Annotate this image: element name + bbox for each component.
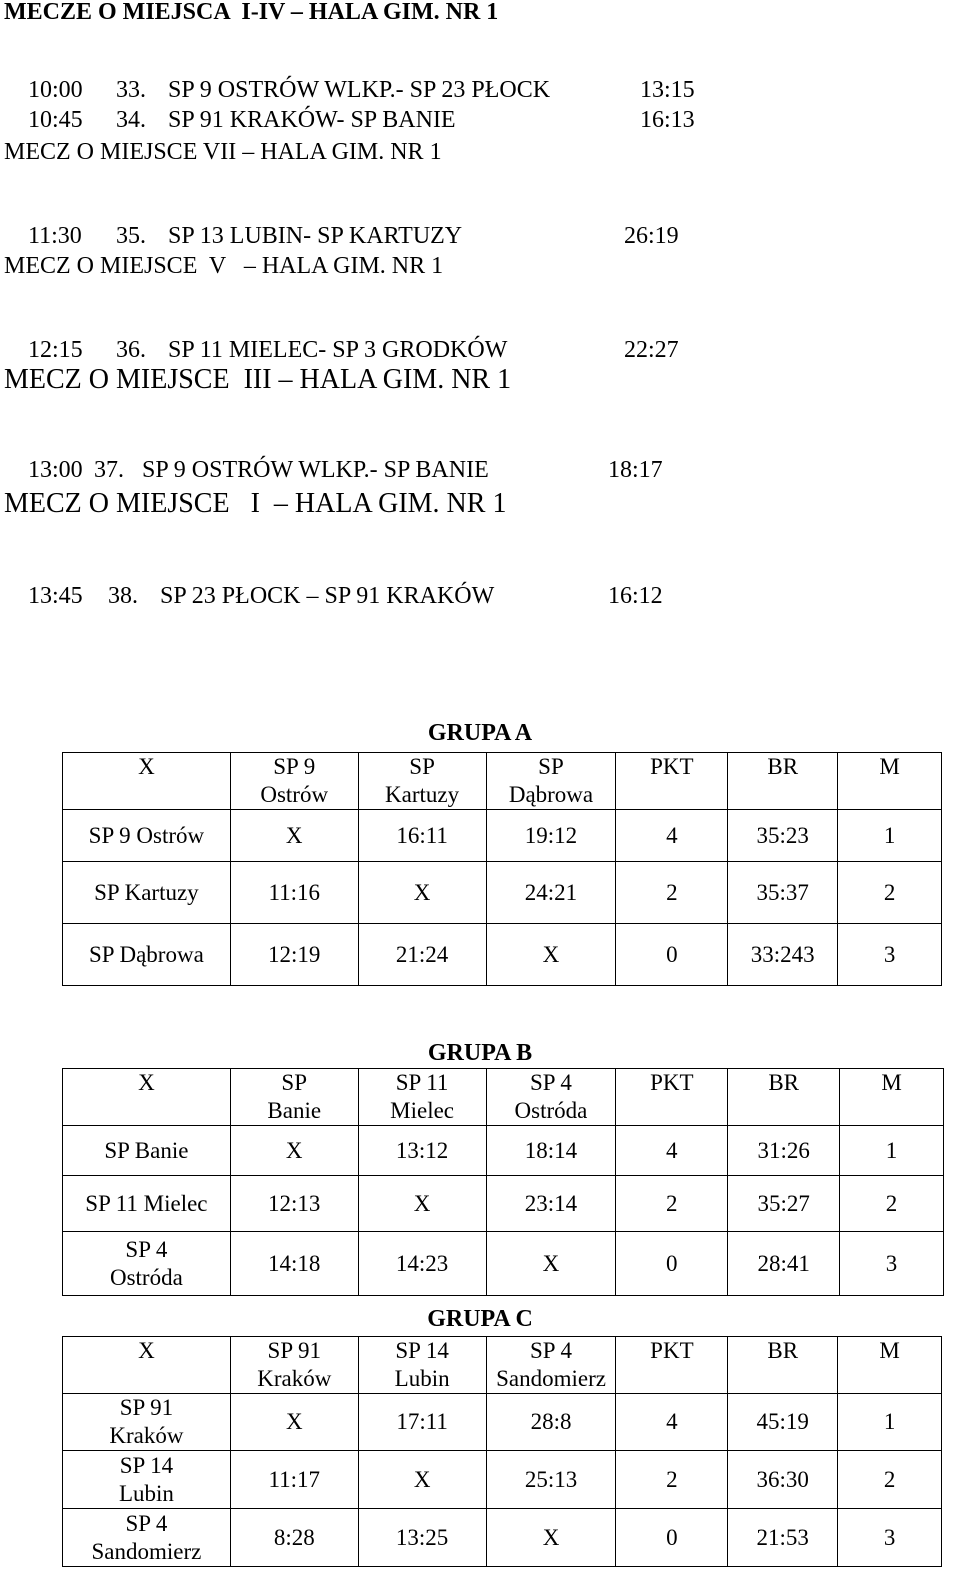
match-time: 11:30 bbox=[28, 223, 82, 249]
table-cell: 28:8 bbox=[486, 1394, 616, 1451]
table-cell: 21:24 bbox=[358, 924, 486, 986]
team-name-cell: SP 91 Kraków bbox=[63, 1394, 231, 1451]
section-heading: MECZ O MIEJSCE III – HALA GIM. NR 1 bbox=[4, 364, 512, 395]
section-heading: MECZ O MIEJSCE VII – HALA GIM. NR 1 bbox=[4, 139, 442, 165]
table-cell: 2 bbox=[838, 1451, 942, 1509]
table-row bbox=[63, 924, 942, 986]
table-cell: 3 bbox=[840, 1232, 944, 1296]
table-cell: 16:11 bbox=[358, 810, 486, 862]
table-cell: X bbox=[358, 1451, 486, 1509]
column-header: X bbox=[63, 1069, 231, 1126]
team-name-cell: SP 14 Lubin bbox=[63, 1451, 231, 1509]
table-cell: 12:13 bbox=[230, 1176, 358, 1232]
match-number: 35. bbox=[116, 223, 146, 249]
table-cell: 18:14 bbox=[486, 1126, 616, 1176]
table-row bbox=[63, 1451, 942, 1509]
team-name-cell: SP 4 Sandomierz bbox=[63, 1509, 231, 1567]
column-header: SP 4 Sandomierz bbox=[486, 1337, 616, 1394]
table-cell: 21:53 bbox=[728, 1509, 838, 1567]
table-cell: 25:13 bbox=[486, 1451, 616, 1509]
table-cell: 13:12 bbox=[358, 1126, 486, 1176]
match-number: 34. bbox=[116, 107, 146, 133]
column-header: SP 9 Ostrów bbox=[230, 753, 358, 810]
match-score: 16:13 bbox=[640, 107, 695, 133]
match-time: 13:45 bbox=[28, 583, 83, 609]
table-header-row bbox=[63, 753, 942, 810]
table-cell: 13:25 bbox=[358, 1509, 486, 1567]
match-time: 10:00 bbox=[28, 77, 83, 103]
team-name-cell: SP 11 Mielec bbox=[63, 1176, 231, 1232]
match-teams: SP 11 MIELEC- SP 3 GRODKÓW bbox=[168, 337, 508, 363]
table-cell: X bbox=[486, 1232, 616, 1296]
table-cell: 2 bbox=[616, 1451, 728, 1509]
match-number: 36. bbox=[116, 337, 146, 363]
table-header-row bbox=[63, 1337, 942, 1394]
table-header-row bbox=[63, 1069, 944, 1126]
table-cell: 1 bbox=[838, 810, 942, 862]
table-cell: 8:28 bbox=[230, 1509, 358, 1567]
team-name-cell: SP Dąbrowa bbox=[63, 924, 231, 986]
table-cell: 1 bbox=[838, 1394, 942, 1451]
group-title: GRUPA C bbox=[427, 1306, 533, 1332]
section-heading: MECZ O MIEJSCE V – HALA GIM. NR 1 bbox=[4, 253, 444, 279]
team-name-cell: SP Banie bbox=[63, 1126, 231, 1176]
table-cell: 2 bbox=[616, 1176, 728, 1232]
match-teams: SP 9 OSTRÓW WLKP.- SP BANIE bbox=[142, 457, 489, 483]
table-cell: 23:14 bbox=[486, 1176, 616, 1232]
table-cell: 2 bbox=[840, 1176, 944, 1232]
match-score: 13:15 bbox=[640, 77, 695, 103]
table-cell: 0 bbox=[616, 1509, 728, 1567]
match-time: 12:15 bbox=[28, 337, 83, 363]
table-cell: 33:243 bbox=[728, 924, 838, 986]
table-cell: X bbox=[486, 924, 616, 986]
match-teams: SP 91 KRAKÓW- SP BANIE bbox=[168, 107, 456, 133]
table-cell: X bbox=[358, 1176, 486, 1232]
team-name-cell: SP 9 Ostrów bbox=[63, 810, 231, 862]
column-header: M bbox=[838, 753, 942, 810]
column-header: SP Banie bbox=[230, 1069, 358, 1126]
column-header: SP 11 Mielec bbox=[358, 1069, 486, 1126]
table-cell: 24:21 bbox=[486, 862, 616, 924]
table-cell: 35:23 bbox=[728, 810, 838, 862]
section-heading: MECZ O MIEJSCE I – HALA GIM. NR 1 bbox=[4, 488, 507, 519]
table-cell: 4 bbox=[616, 810, 728, 862]
table-cell: 28:41 bbox=[728, 1232, 840, 1296]
match-number: 37. bbox=[94, 457, 124, 483]
table-row bbox=[63, 1509, 942, 1567]
table-row bbox=[63, 1176, 944, 1232]
table-cell: 14:18 bbox=[230, 1232, 358, 1296]
table-row bbox=[63, 810, 942, 862]
table-cell: 35:37 bbox=[728, 862, 838, 924]
column-header: PKT bbox=[616, 1069, 728, 1126]
column-header: SP Dąbrowa bbox=[486, 753, 616, 810]
group-title: GRUPA B bbox=[427, 1040, 533, 1066]
column-header: SP 4 Ostróda bbox=[486, 1069, 616, 1126]
table-cell: X bbox=[230, 1394, 358, 1451]
table-cell: 36:30 bbox=[728, 1451, 838, 1509]
match-time: 13:00 bbox=[28, 457, 83, 483]
table-cell: 0 bbox=[616, 1232, 728, 1296]
section-heading: MECZE O MIEJSCA I-IV – HALA GIM. NR 1 bbox=[4, 0, 499, 25]
table-cell: 11:16 bbox=[230, 862, 358, 924]
match-number: 38. bbox=[108, 583, 138, 609]
team-name-cell: SP 4 Ostróda bbox=[63, 1232, 231, 1296]
match-number: 33. bbox=[116, 77, 146, 103]
column-header: M bbox=[838, 1337, 942, 1394]
table-cell: 35:27 bbox=[728, 1176, 840, 1232]
group-table bbox=[62, 1336, 942, 1567]
group-title: GRUPA A bbox=[427, 720, 533, 746]
table-cell: 2 bbox=[616, 862, 728, 924]
column-header: X bbox=[63, 1337, 231, 1394]
table-cell: 4 bbox=[616, 1126, 728, 1176]
table-cell: 45:19 bbox=[728, 1394, 838, 1451]
match-time: 10:45 bbox=[28, 107, 83, 133]
table-cell: 17:11 bbox=[358, 1394, 486, 1451]
table-row bbox=[63, 862, 942, 924]
table-cell: 11:17 bbox=[230, 1451, 358, 1509]
column-header: BR bbox=[728, 1069, 840, 1126]
table-cell: 3 bbox=[838, 1509, 942, 1567]
table-cell: 19:12 bbox=[486, 810, 616, 862]
table-cell: 0 bbox=[616, 924, 728, 986]
match-teams: SP 23 PŁOCK – SP 91 KRAKÓW bbox=[160, 583, 495, 609]
group-table bbox=[62, 752, 942, 986]
group-table bbox=[62, 1068, 944, 1296]
match-score: 16:12 bbox=[608, 583, 663, 609]
table-cell: X bbox=[230, 810, 358, 862]
table-cell: 3 bbox=[838, 924, 942, 986]
match-score: 26:19 bbox=[624, 223, 679, 249]
table-row bbox=[63, 1394, 942, 1451]
column-header: BR bbox=[728, 753, 838, 810]
table-row bbox=[63, 1126, 944, 1176]
table-cell: X bbox=[230, 1126, 358, 1176]
column-header: M bbox=[840, 1069, 944, 1126]
column-header: PKT bbox=[616, 753, 728, 810]
match-teams: SP 13 LUBIN- SP KARTUZY bbox=[168, 223, 463, 249]
table-cell: 31:26 bbox=[728, 1126, 840, 1176]
table-cell: 2 bbox=[838, 862, 942, 924]
match-teams: SP 9 OSTRÓW WLKP.- SP 23 PŁOCK bbox=[168, 77, 551, 103]
column-header: PKT bbox=[616, 1337, 728, 1394]
table-cell: 4 bbox=[616, 1394, 728, 1451]
table-row bbox=[63, 1232, 944, 1296]
team-name-cell: SP Kartuzy bbox=[63, 862, 231, 924]
column-header: X bbox=[63, 753, 231, 810]
table-cell: X bbox=[358, 862, 486, 924]
match-score: 22:27 bbox=[624, 337, 679, 363]
table-cell: X bbox=[486, 1509, 616, 1567]
column-header: SP 91 Kraków bbox=[230, 1337, 358, 1394]
table-cell: 1 bbox=[840, 1126, 944, 1176]
match-score: 18:17 bbox=[608, 457, 663, 483]
column-header: SP Kartuzy bbox=[358, 753, 486, 810]
table-cell: 12:19 bbox=[230, 924, 358, 986]
column-header: SP 14 Lubin bbox=[358, 1337, 486, 1394]
match-row bbox=[4, 554, 663, 638]
column-header: BR bbox=[728, 1337, 838, 1394]
table-cell: 14:23 bbox=[358, 1232, 486, 1296]
